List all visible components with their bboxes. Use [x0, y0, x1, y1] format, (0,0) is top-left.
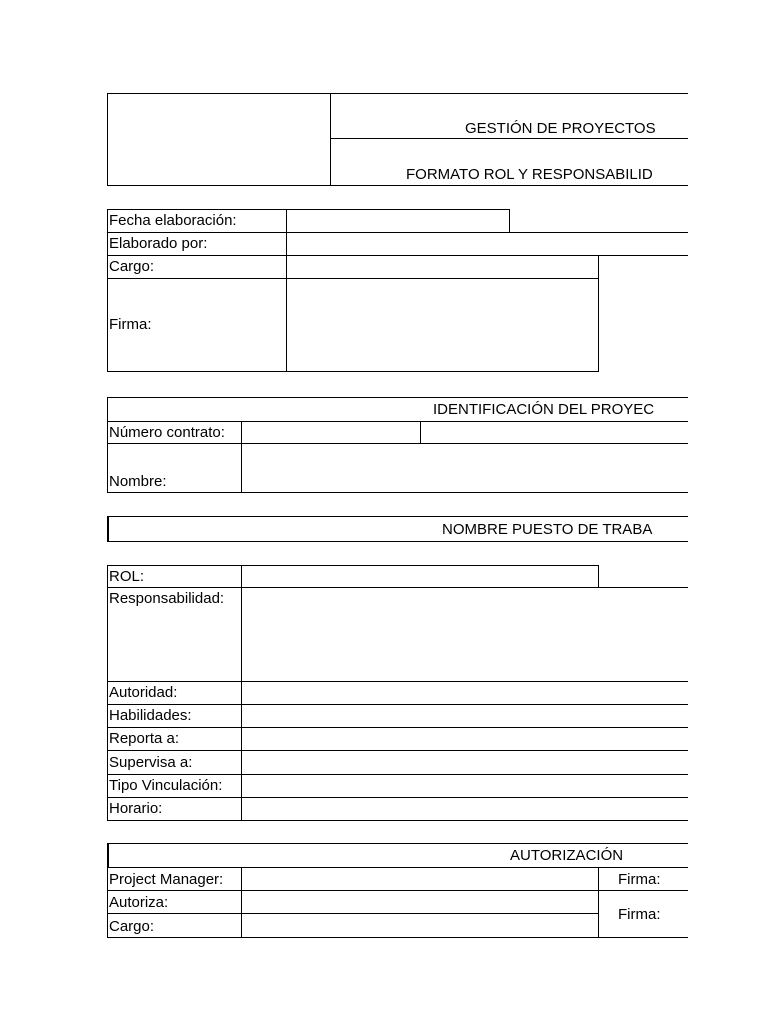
header-divider — [330, 93, 331, 186]
header-subtitle: FORMATO ROL Y RESPONSABILID — [406, 166, 653, 183]
horario-field[interactable] — [242, 798, 687, 820]
header-row-divider — [330, 138, 688, 139]
habilidades-field[interactable] — [242, 705, 687, 727]
auth-cargo-label: Cargo: — [109, 918, 155, 935]
rol-line — [598, 565, 599, 588]
pm-label: Project Manager: — [109, 871, 224, 888]
auth-line — [107, 867, 108, 938]
rol-field[interactable] — [242, 566, 598, 587]
nombre-label: Nombre: — [109, 473, 167, 490]
rol-label: ROL: — [109, 568, 145, 585]
info-line — [107, 371, 599, 372]
firma1-label: Firma: — [618, 871, 661, 888]
project-line — [420, 421, 421, 444]
supervisa-label: Supervisa a: — [109, 754, 193, 771]
info-line — [509, 209, 510, 233]
responsabilidad-field[interactable] — [242, 588, 687, 681]
auth-edge — [107, 843, 109, 868]
fecha-field[interactable] — [287, 210, 509, 232]
auth-cargo-field[interactable] — [242, 914, 598, 937]
puesto-edge — [107, 516, 109, 542]
elaborado-label: Elaborado por: — [109, 235, 208, 252]
pm-field[interactable] — [242, 868, 598, 890]
project-line — [107, 421, 108, 493]
auth-line — [598, 867, 599, 938]
cargo-label: Cargo: — [109, 258, 155, 275]
reporta-field[interactable] — [242, 728, 687, 750]
project-section-title: IDENTIFICACIÓN DEL PROYEC — [433, 401, 655, 418]
firma-label: Firma: — [109, 316, 152, 333]
autoridad-field[interactable] — [242, 682, 687, 704]
habilidades-label: Habilidades: — [109, 707, 192, 724]
info-line — [107, 209, 108, 372]
auth-line — [107, 937, 688, 938]
horario-label: Horario: — [109, 800, 163, 817]
responsabilidad-label: Responsabilidad: — [109, 590, 225, 607]
firma-field[interactable] — [287, 279, 598, 371]
fecha-label: Fecha elaboración: — [109, 212, 237, 229]
elaborado-field[interactable] — [287, 233, 687, 255]
header-title: GESTIÓN DE PROYECTOS — [465, 120, 656, 137]
auth-section-title: AUTORIZACIÓN — [510, 847, 624, 864]
autoriza-label: Autoriza: — [109, 894, 169, 911]
cargo-field[interactable] — [287, 256, 598, 278]
puesto-section-title: NOMBRE PUESTO DE TRABA — [442, 521, 653, 538]
info-line — [598, 255, 599, 372]
project-line — [107, 492, 688, 493]
nombre-field[interactable] — [242, 444, 687, 492]
supervisa-field[interactable] — [242, 751, 687, 774]
autoridad-label: Autoridad: — [109, 684, 178, 701]
vinculacion-label: Tipo Vinculación: — [109, 777, 223, 794]
firma2-label: Firma: — [618, 906, 661, 923]
reporta-label: Reporta a: — [109, 730, 180, 747]
autoriza-field[interactable] — [242, 891, 598, 913]
rol-line — [107, 565, 108, 821]
contrato-label: Número contrato: — [109, 424, 225, 441]
rol-line — [107, 820, 688, 821]
vinculacion-field[interactable] — [242, 775, 687, 797]
contrato-field[interactable] — [242, 422, 420, 443]
